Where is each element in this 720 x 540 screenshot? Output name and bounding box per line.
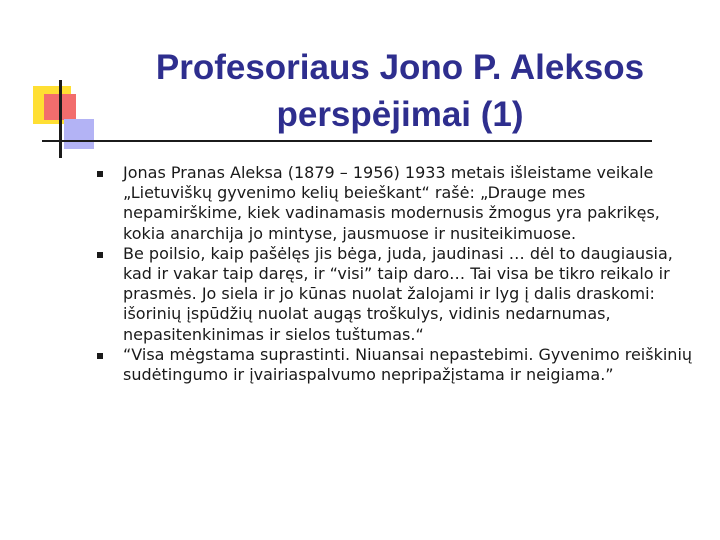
- bullet-item: [123, 244, 703, 345]
- decorative-blue-square: [64, 119, 94, 149]
- bullet-text: Jonas Pranas Aleksa (1879 – 1956) 1933 metais išleistame veikale „Lietuviškų gyvenimo kelių beieškant“ rašė: „Drauge mes nepamirškime, kiek vadinamasis modernusis žmogus yra pakrikęs, kokia anarchija jo mintyse, jausmuose ir nusiteikimuose.: [123, 163, 660, 243]
- square-bullet-icon: [97, 171, 103, 177]
- bullet-text: “Visa mėgstama suprastinti. Niuansai nepastebimi. Gyvenimo reiškinių sudėtingumo ir įvairiaspalvumo nepripažįstama ir neigiama.”: [123, 344, 693, 385]
- slide-title: Profesoriaus Jono P. Aleksos perspėjimai (1): [155, 48, 645, 134]
- bullet-text: Be poilsio, kaip pašėlęs jis bėga, juda, jaudinasi … dėl to daugiausia, kad ir vakar taip daręs, ir “visi” taip daro… Tai visa be tikro reikalo ir prasmės. Jo siela ir jo kūnas nuolat žalojami ir lyg į dalis draskomi: išorinių įspūdžių nuolat augąs troškulys, vidinis nedarnumas, nepasitenkinimas ir sielos tuštumas.“: [123, 243, 673, 344]
- bullet-list: [123, 163, 703, 385]
- bullet-item: [123, 345, 703, 385]
- square-bullet-icon: [97, 252, 103, 258]
- square-bullet-icon: [97, 353, 103, 359]
- bullet-item: [123, 163, 703, 244]
- decorative-vertical-line: [59, 80, 62, 158]
- title-divider-line: [42, 140, 652, 142]
